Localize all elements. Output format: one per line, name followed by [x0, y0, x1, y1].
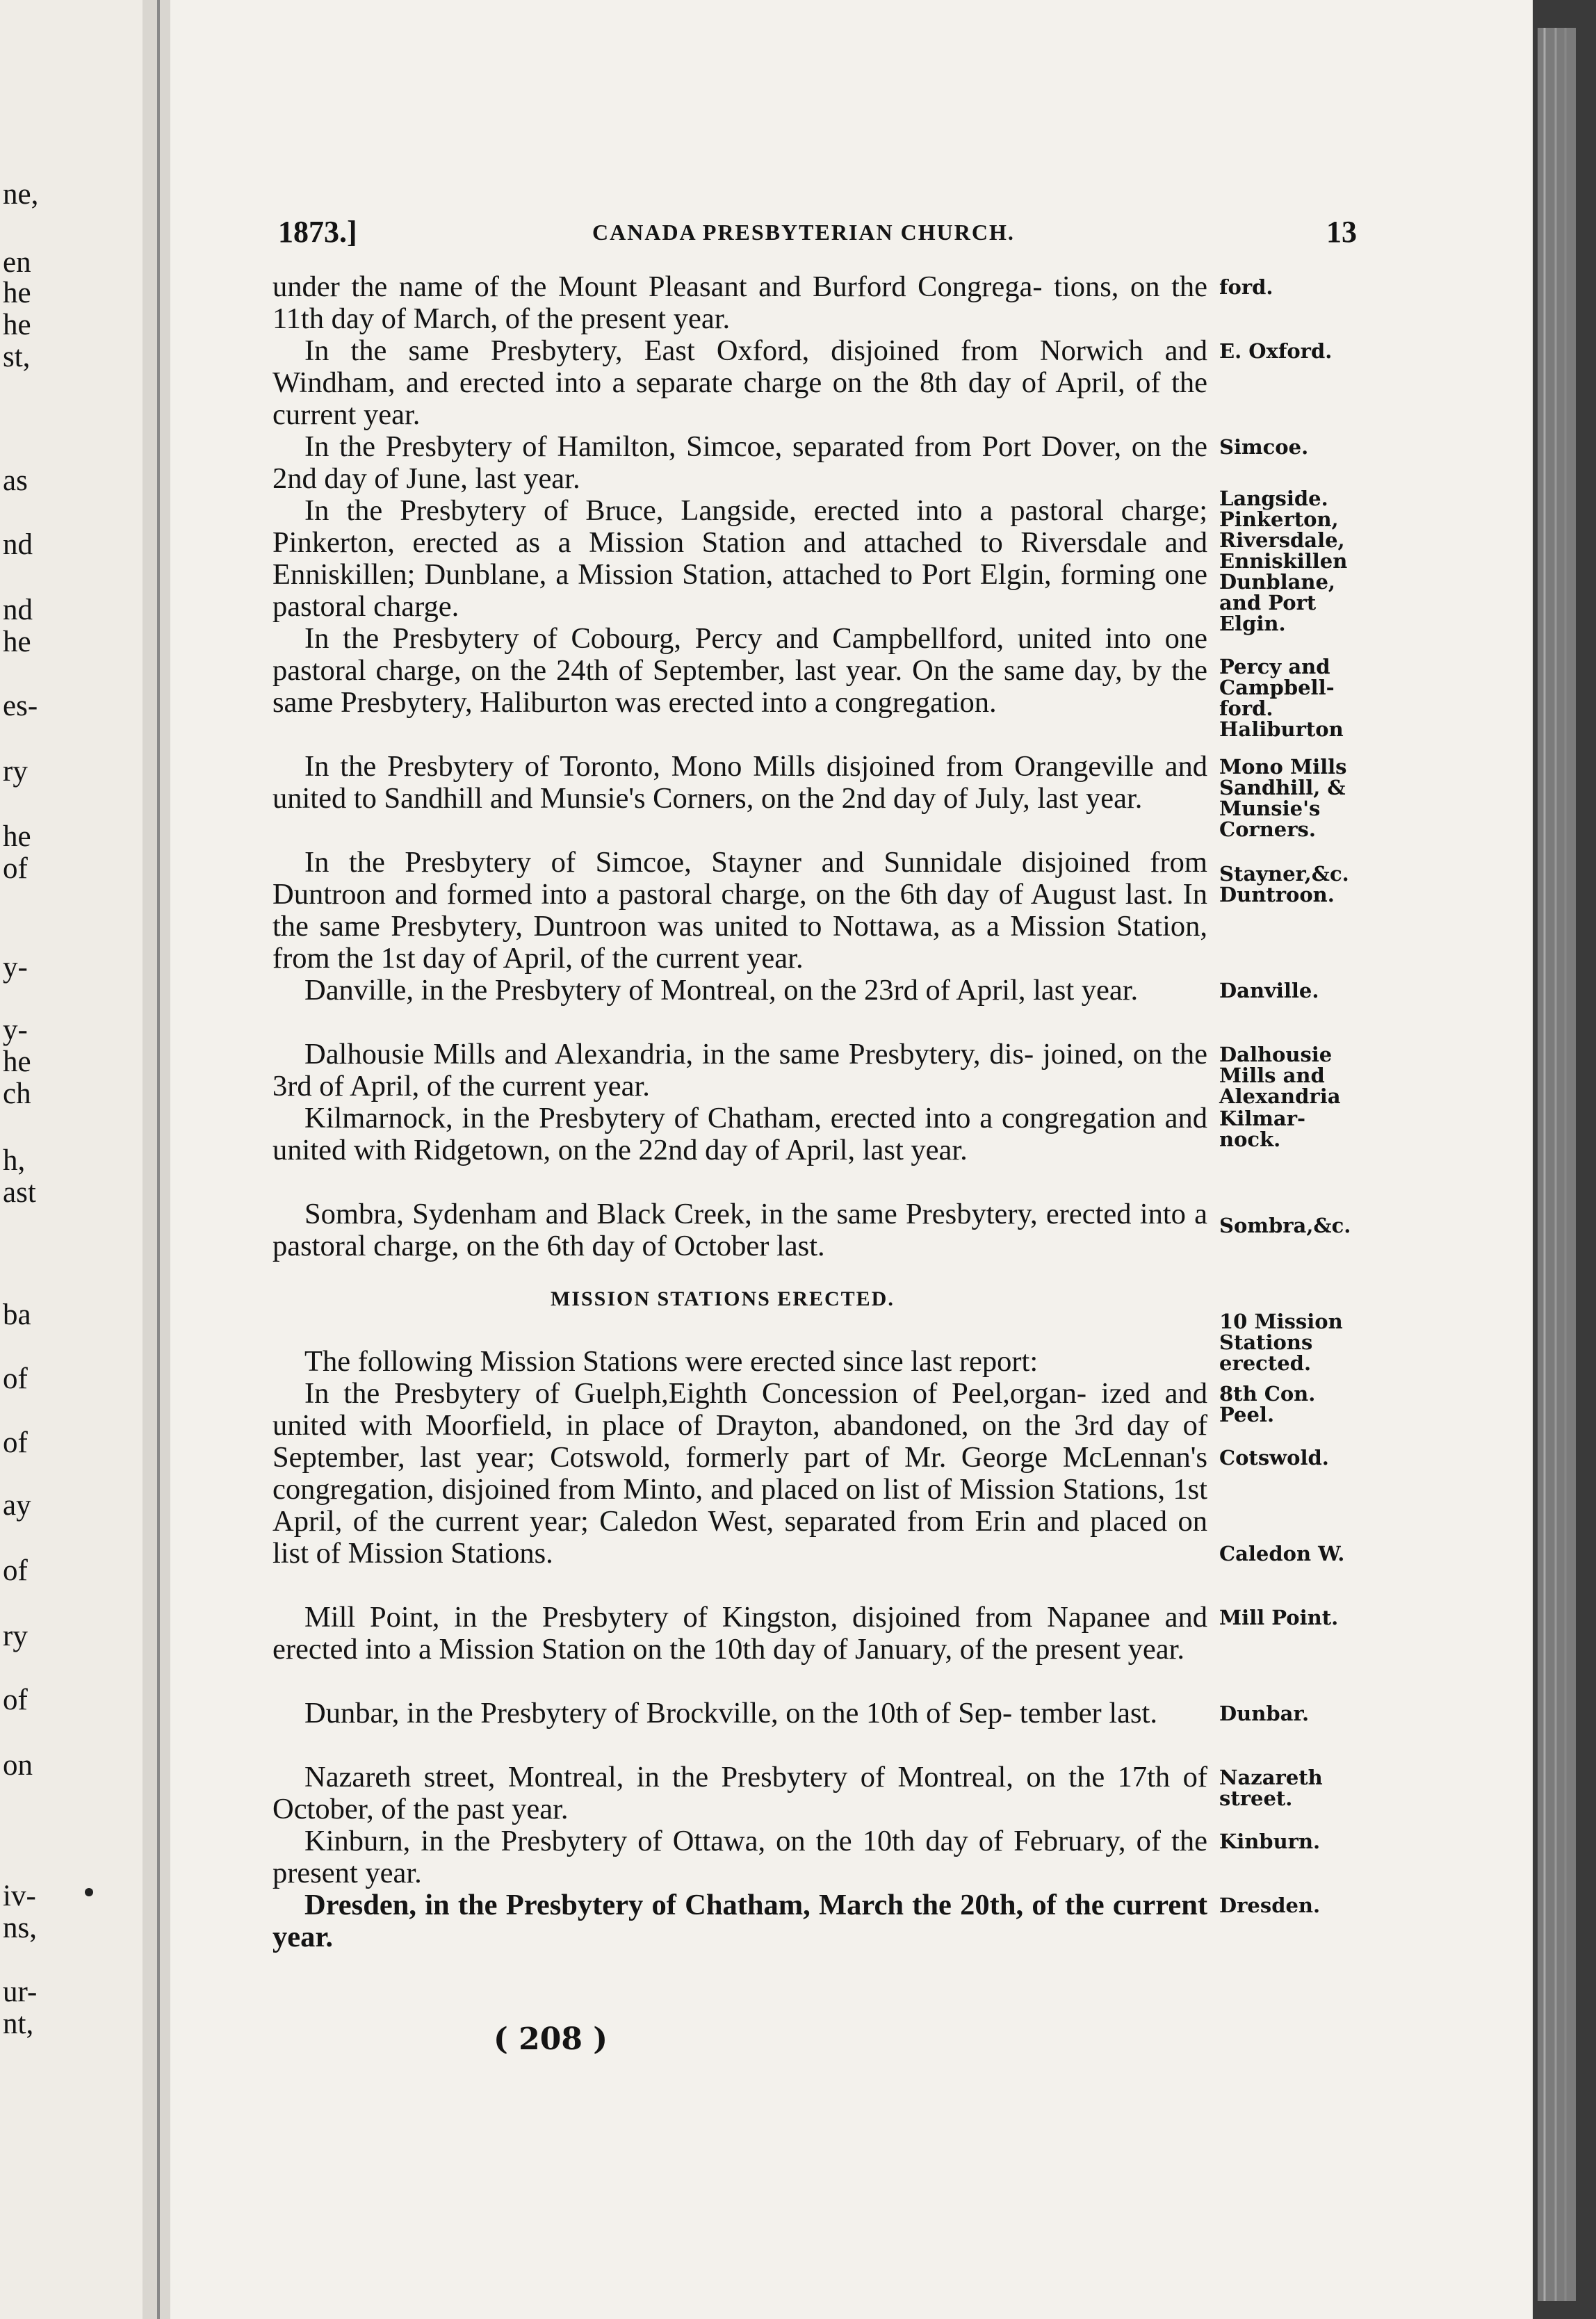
facing-page-fragment: st, [3, 341, 31, 373]
margin-note: Simcoe. [1219, 435, 1309, 459]
paragraph: The following Mission Stations were erected since last report: [304, 1345, 1039, 1378]
paragraph: In the Presbytery of Simcoe, Stayner and Sunnidale disjoined from Duntroon and formed into a pastoral charge, on the 6th day of August last. In the same Presbytery, Duntroon was united to Nottawa, as a Mission Station, from the 1st day of April, of the current year. [272, 846, 1207, 975]
margin-note: Mono Mills Sandhill, & Munsie's Corners. [1219, 755, 1347, 841]
facing-page-fragment: nd [3, 594, 33, 626]
margin-note: Langside. Pinkerton, Riversdale, Enniskillen Dunblane, and Port Elgin. [1219, 487, 1348, 635]
margin-note: E. Oxford. [1219, 339, 1333, 363]
facing-page-fragment: ry [3, 1620, 28, 1652]
paragraph: Kilmarnock, in the Presbytery of Chatham, erected into a congregation and united with Ridgetown, on the 22nd day of April, last year. [272, 1102, 1207, 1166]
margin-note: Dalhousie Mills and Alexandria [1219, 1043, 1341, 1108]
facing-page-fragment: ry [3, 755, 28, 788]
facing-page-fragment: ay [3, 1489, 31, 1522]
facing-page-fragment: iv- [3, 1880, 36, 1912]
margin-note: Sombra,&c. [1219, 1214, 1351, 1237]
paragraph: under the name of the Mount Pleasant and Burford Congrega- tions, on the 11th day of March, of the present year. [272, 270, 1207, 335]
page-header [272, 207, 1357, 259]
margin-note: Cotswold. [1219, 1446, 1329, 1470]
paragraph: In the Presbytery of Cobourg, Percy and Campbellford, united into one pastoral charge, on the 24th of September, last year. On the same day, by the same Presbytery, Haliburton was erected into a congregation. [272, 622, 1207, 719]
margin-note: 10 Mission Stations erected. [1219, 1310, 1343, 1375]
paragraph: Sombra, Sydenham and Black Creek, in the same Presbytery, erected into a pastoral charge, on the 6th day of October last. [272, 1198, 1207, 1262]
paragraph: In the same Presbytery, East Oxford, disjoined from Norwich and Windham, and erected into a separate charge on the 8th day of April, of the current year. [272, 334, 1207, 431]
margin-note: Percy and Campbell- ford. Haliburton [1219, 655, 1344, 741]
facing-page-fragment: y- [3, 951, 28, 984]
facing-page-fragment: ast [3, 1176, 36, 1209]
paragraph: In the Presbytery of Hamilton, Simcoe, separated from Port Dover, on the 2nd day of June, last year. [272, 430, 1207, 495]
paragraph: In the Presbytery of Bruce, Langside, erected into a pastoral charge; Pinkerton, erected as a Mission Station and attached to Riversdale and Enniskillen; Dunblane, a Mission Station, attached to Port Elgin, forming one pastoral charge. [272, 494, 1207, 623]
facing-page-fragment: ur- [3, 1976, 38, 2008]
margin-note: Caledon W. [1219, 1542, 1345, 1565]
facing-page-fragment: h, [3, 1144, 26, 1177]
paragraph: Nazareth street, Montreal, in the Presbytery of Montreal, on the 17th of October, of the past year. [272, 1761, 1207, 1825]
facing-page-fragment: nt, [3, 2008, 34, 2040]
margin-note: Kilmar- nock. [1219, 1107, 1306, 1151]
binding-gutter-shadow [142, 0, 170, 2319]
facing-page-fragment: y- [3, 1014, 28, 1046]
margin-note: Stayner,&c. Duntroon. [1219, 862, 1349, 906]
margin-note: Dresden. [1219, 1894, 1321, 1917]
facing-page-fragment: of [3, 1554, 28, 1587]
margin-note: Mill Point. [1219, 1606, 1339, 1629]
paragraph: Kinburn, in the Presbytery of Ottawa, on the 10th day of February, of the present year. [272, 1825, 1207, 1889]
facing-page-fragment: he [3, 1045, 31, 1078]
facing-page-fragment: es- [3, 690, 38, 722]
margin-note: Nazareth street. [1219, 1766, 1323, 1810]
facing-page-fragment: en [3, 246, 31, 279]
paragraph: Dresden, in the Presbytery of Chatham, March the 20th, of the current year. [272, 1889, 1207, 1953]
margin-note: Danville. [1219, 979, 1319, 1002]
paragraph: Dunbar, in the Presbytery of Brockville, on the 10th of Sep- tember last. [304, 1697, 1157, 1730]
paragraph: In the Presbytery of Guelph,Eighth Concession of Peel,organ- ized and united with Moorfield, in place of Drayton, abandoned, on the 3rd day of September, last year; Cotswold, formerly part of Mr. George McLennan's congregation, disjoined from Minto, and placed on list of Mission Stations, 1st April, of the current year; Caledon West, separated from Erin and placed on list of Mission Stations. [272, 1377, 1207, 1570]
paragraph: Dalhousie Mills and Alexandria, in the same Presbytery, dis- joined, on the 3rd of April, of the current year. [272, 1038, 1207, 1102]
facing-page-fragment: ba [3, 1299, 31, 1331]
margin-note: Dunbar. [1219, 1702, 1310, 1725]
facing-page-fragment: he [3, 309, 31, 341]
running-title: CANADA PRESBYTERIAN CHURCH. [592, 220, 1015, 245]
facing-page-fragment: he [3, 277, 31, 309]
facing-page-fragment: on [3, 1749, 33, 1782]
folio-number: ( 208 ) [494, 2021, 608, 2057]
facing-page-fragment: as [3, 464, 28, 497]
paragraph: In the Presbytery of Toronto, Mono Mills disjoined from Orangeville and united to Sandhill and Munsie's Corners, on the 2nd day of July, last year. [272, 750, 1207, 815]
facing-page-fragment: of [3, 1684, 28, 1716]
facing-page-fragment: ch [3, 1077, 31, 1110]
facing-page-fragment: of [3, 1362, 28, 1395]
facing-page-fragment: of [3, 1426, 28, 1459]
paragraph: Danville, in the Presbytery of Montreal, on the 23rd of April, last year. [304, 974, 1139, 1007]
facing-page-fragment: ns, [3, 1912, 37, 1944]
header-year: 1873.] [278, 215, 357, 249]
margin-note: 8th Con. Peel. [1219, 1382, 1316, 1426]
facing-page-fragments [0, 0, 139, 2319]
facing-page-fragment: ne, [3, 178, 39, 211]
facing-page-fragment: he [3, 820, 31, 853]
facing-page-fragment: nd [3, 528, 33, 561]
margin-note: ford. [1219, 275, 1273, 299]
facing-page-fragment: he [3, 626, 31, 658]
page [272, 207, 1371, 1953]
paragraph: Mill Point, in the Presbytery of Kingston, disjoined from Napanee and erected into a Mission Station on the 10th day of January, of the present year. [272, 1601, 1207, 1666]
facing-page-fragment: of [3, 852, 28, 885]
section-heading: MISSION STATIONS ERECTED. [551, 1287, 895, 1310]
margin-note: Kinburn. [1219, 1830, 1321, 1853]
page-number: 13 [1326, 215, 1357, 249]
